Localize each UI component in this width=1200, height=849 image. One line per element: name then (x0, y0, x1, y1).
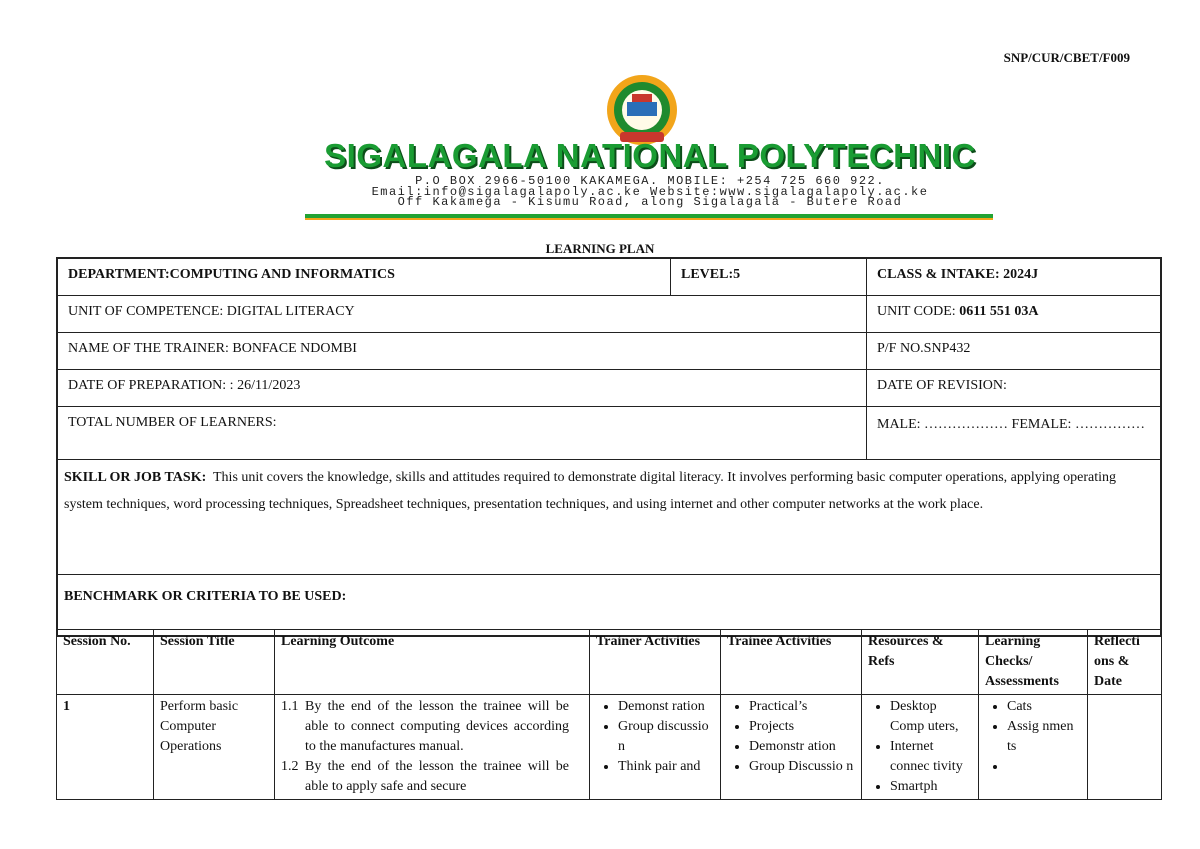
document-code: SNP/CUR/CBET/F009 (1003, 50, 1130, 65)
outcome-number: 1.1 (281, 699, 299, 714)
plan-info-table (56, 257, 1162, 637)
outcome-number: 1.2 (281, 759, 299, 774)
unit-code-value: 0611 551 03A (959, 304, 1039, 319)
plan-title: LEARNING PLAN (545, 241, 655, 256)
skill-task-text: This unit covers the knowledge, skills and attitudes required to demonstrate digital literacy. It involves performing basic computer operations, applying operating system techniques, word processing techniques, Spreadsheet techniques, presentation techniques, and using internet and other computer networks at the work place. (64, 470, 1117, 512)
col-reflections: Reflecti ons & Date (1088, 630, 1162, 695)
session-title-cell: Perform basic Computer Operations (154, 695, 275, 800)
col-session-title: Session Title (154, 630, 275, 695)
unit-code-label: UNIT CODE: (877, 304, 960, 319)
col-session-no: Session No. (57, 630, 154, 695)
list-item: • Demonstr ation (749, 737, 855, 757)
col-trainee-activities: Trainee Activities (721, 630, 862, 695)
date-revision-cell: DATE OF REVISION: (867, 370, 1162, 407)
table-row (57, 695, 1162, 800)
address-line-3: Off Kakamega - Kisumu Road, along Sigalagala - Butere Road (397, 195, 903, 209)
trainer-activities-cell (590, 695, 721, 800)
header-rule-orange (305, 218, 993, 220)
date-preparation-cell: DATE OF PREPARATION: : 26/11/2023 (57, 370, 867, 407)
total-learners-cell: TOTAL NUMBER OF LEARNERS: (57, 407, 867, 460)
session-table (56, 629, 1162, 800)
class-intake-cell: CLASS & INTAKE: 2024J (867, 258, 1162, 296)
col-resources: Resources & Refs (862, 630, 979, 695)
reflections-cell (1088, 695, 1162, 800)
outcome-text: By the end of the lesson the trainee will be able to apply safe and secure (305, 759, 569, 794)
list-item (1007, 757, 1081, 777)
list-item: • Demonst ration (618, 697, 714, 717)
learning-checks-cell (979, 695, 1088, 800)
department-cell: DEPARTMENT:COMPUTING AND INFORMATICS (57, 258, 671, 296)
trainee-activities-cell (721, 695, 862, 800)
unit-competence-cell: UNIT OF COMPETENCE: DIGITAL LITERACY (57, 296, 867, 333)
list-item: • Think pair and (618, 757, 714, 777)
learning-outcome-cell (275, 695, 590, 800)
list-item: • Cats (1007, 697, 1081, 717)
address-line-2: Email:info@sigalagalapoly.ac.ke Website:www.sigalagalapoly.ac.ke (371, 185, 929, 199)
resources-cell (862, 695, 979, 800)
session-table-header (57, 630, 1162, 695)
session-no-cell: 1 (57, 695, 154, 800)
skill-task-label: SKILL OR JOB TASK: (64, 470, 207, 485)
address-line-1: P.O BOX 2966-50100 KAKAMEGA. MOBILE: +254 725 660 922. (415, 174, 885, 188)
institution-logo (582, 70, 702, 145)
list-item: • Projects (749, 717, 855, 737)
outcome-text: By the end of the lesson the trainee will be able to connect computing devices according to the manufactures manual. (305, 699, 569, 754)
pf-number-cell: P/F NO.SNP432 (867, 333, 1162, 370)
list-item: • Group Discussio n (749, 757, 855, 777)
col-learning-outcome: Learning Outcome (275, 630, 590, 695)
list-item: • Smartph (890, 777, 972, 797)
outcome-item (281, 697, 583, 757)
list-item: • Internet connec tivity (890, 737, 972, 777)
benchmark-cell: BENCHMARK OR CRITERIA TO BE USED: (57, 575, 1161, 637)
skill-task-cell (57, 460, 1161, 575)
institution-name: SIGALAGALA NATIONAL POLYTECHNIC (324, 137, 976, 174)
col-trainer-activities: Trainer Activities (590, 630, 721, 695)
gender-count-cell: MALE: ……………… FEMALE: …………… (867, 407, 1162, 460)
trainer-name-cell: NAME OF THE TRAINER: BONFACE NDOMBI (57, 333, 867, 370)
list-item: • Practical’s (749, 697, 855, 717)
outcome-item (281, 757, 583, 797)
list-item: • Assig nmen ts (1007, 717, 1081, 757)
col-learning-checks: Learning Checks/ Assessments (979, 630, 1088, 695)
list-item: • Group discussio n (618, 717, 714, 757)
level-cell: LEVEL:5 (671, 258, 867, 296)
unit-code-cell (867, 296, 1162, 333)
list-item: • Desktop Comp uters, (890, 697, 972, 737)
